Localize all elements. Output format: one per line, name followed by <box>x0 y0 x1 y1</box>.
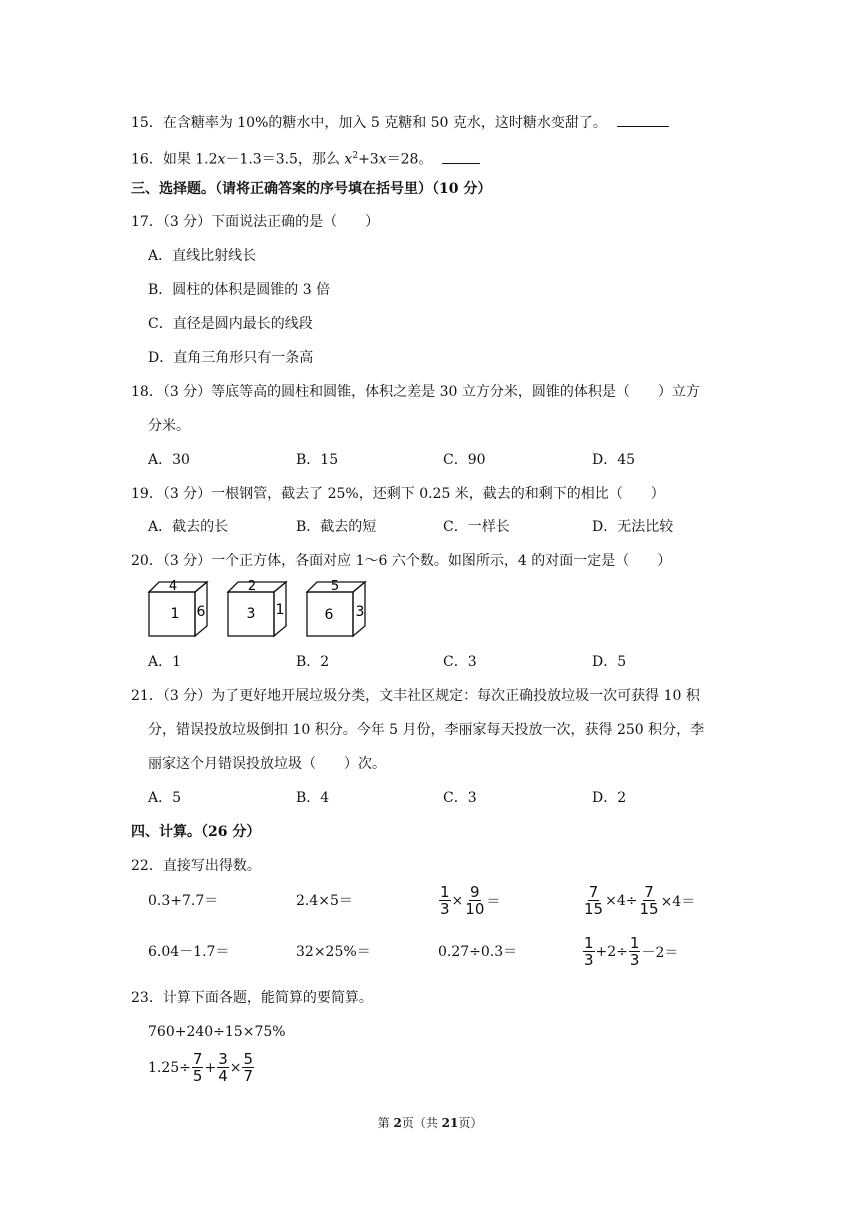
option-18-a[interactable]: A．30 <box>148 452 190 468</box>
cube-1-top: 4 <box>168 579 178 594</box>
operator: + <box>204 1059 217 1076</box>
equals: ＝ <box>486 893 501 910</box>
var-x: x <box>217 151 226 168</box>
option-17-b[interactable]: B．圆柱的体积是圆锥的 3 倍 <box>148 282 331 298</box>
calc-22-5: 6.04－1.7＝ <box>148 944 230 960</box>
var-x: x <box>344 151 353 168</box>
question-21-stem-line3: 丽家这个月错误投放垃圾（ ）次。 <box>148 756 386 772</box>
option-21-a[interactable]: A．5 <box>148 790 182 806</box>
question-21-stem-line1: 21．（3 分）为了更好地开展垃圾分类，文丰社区规定：每次正确投放垃圾一次可获得 10 积 <box>131 688 700 704</box>
option-21-c[interactable]: C．3 <box>443 790 477 806</box>
option-18-d[interactable]: D．45 <box>592 452 636 468</box>
option-17-d[interactable]: D．直角三角形只有一条高 <box>148 350 314 366</box>
option-20-a[interactable]: A．1 <box>148 654 182 670</box>
calc-22-2: 2.4×5＝ <box>296 893 353 909</box>
question-17-stem: 17．（3 分）下面说法正确的是（ ） <box>131 214 380 230</box>
question-16-mid: －1.3＝3.5，那么 <box>225 151 345 168</box>
cube-3-top: 5 <box>330 579 340 594</box>
page-number: 2 <box>393 1116 402 1130</box>
question-19-stem: 19．（3 分）一根钢管，截去了 25%，还剩下 0.25 米，截去的和剩下的相比（ ） <box>131 486 665 502</box>
answer-blank-16[interactable] <box>442 149 480 164</box>
page-footer: 第 2页（共 21页） <box>377 1116 483 1130</box>
option-19-c[interactable]: C．一样长 <box>443 519 510 535</box>
exponent: 2 <box>352 151 359 161</box>
question-21-stem-line2: 分，错误投放垃圾倒扣 10 积分。今年 5 月份，李丽家每天投放一次，获得 250 积分，李 <box>148 722 705 738</box>
calc-23-1: 760+240÷15×75% <box>148 1024 286 1040</box>
question-18-stem-line2: 分米。 <box>148 418 190 434</box>
option-18-b[interactable]: B．15 <box>296 452 339 468</box>
cubes-figure <box>147 578 377 642</box>
cube-3-side: 3 <box>355 604 365 620</box>
answer-blank-15[interactable] <box>617 112 669 127</box>
operator: －2＝ <box>641 944 679 961</box>
operator: × <box>229 1059 242 1076</box>
calc-22-3 <box>438 884 500 917</box>
total-pages: 21 <box>441 1116 459 1130</box>
operator: 1.25÷ <box>148 1059 191 1076</box>
calc-22-7: 0.27÷0.3＝ <box>438 944 518 960</box>
option-18-c[interactable]: C．90 <box>443 452 486 468</box>
operator: ×4＝ <box>660 893 696 910</box>
cube-3-front: 6 <box>324 607 334 623</box>
calc-22-1: 0.3+7.7＝ <box>148 893 219 909</box>
question-15-text: 15．在含糖率为 10%的糖水中，加入 5 克糖和 50 克水，这时糖水变甜了。 <box>131 115 607 131</box>
option-21-b[interactable]: B．4 <box>296 790 330 806</box>
cube-2-side: 1 <box>275 602 285 618</box>
option-17-a[interactable]: A．直线比射线长 <box>148 248 257 264</box>
option-20-b[interactable]: B．2 <box>296 654 330 670</box>
question-20-stem: 20．（3 分）一个正方体，各面对应 1～6 六个数。如图所示，4 的对面一定是（ ） <box>131 553 672 569</box>
fraction: $\frac{3}{4}$ <box>218 1050 228 1085</box>
question-16-tail: ＝28。 <box>386 151 433 168</box>
section-3-title: 三、选择题。（请将正确答案的序号填在括号里）（10 分） <box>131 181 492 197</box>
section-4-title: 四、计算。（26 分） <box>131 824 261 840</box>
option-17-c[interactable]: C．直径是圆内最长的线段 <box>148 316 313 332</box>
fraction: $\frac{5}{7}$ <box>243 1050 254 1085</box>
calc-22-4 <box>582 884 695 917</box>
option-21-d[interactable]: D．2 <box>592 790 627 806</box>
operator: ×4÷ <box>605 892 638 909</box>
cube-1-front: 1 <box>170 606 180 622</box>
fraction: $\frac{1}{3}$ <box>584 934 594 969</box>
fraction: $\frac{7}{15}$ <box>639 883 659 918</box>
var-x: x <box>378 151 387 168</box>
option-20-d[interactable]: D．5 <box>592 654 627 670</box>
question-23-stem: 23．计算下面各题，能简算的要简算。 <box>131 990 373 1006</box>
cube-2-top: 2 <box>247 579 257 594</box>
calc-23-2 <box>148 1051 255 1084</box>
fraction: $\frac{9}{10}$ <box>465 883 485 918</box>
question-22-stem: 22．直接写出得数。 <box>131 858 261 874</box>
fraction: $\frac{1}{3}$ <box>440 883 450 918</box>
question-16 <box>131 146 480 170</box>
fraction: $\frac{7}{15}$ <box>584 883 604 918</box>
operator: +2÷ <box>595 943 628 960</box>
option-19-b[interactable]: B．截去的短 <box>296 519 377 535</box>
cube-2-front: 3 <box>246 606 256 622</box>
operator: × <box>451 892 464 909</box>
cube-1-side: 6 <box>196 604 206 620</box>
option-19-a[interactable]: A．截去的长 <box>148 519 229 535</box>
option-20-c[interactable]: C．3 <box>443 654 477 670</box>
question-15 <box>131 112 669 133</box>
question-16-plus: +3 <box>358 151 379 168</box>
calc-22-8 <box>582 935 678 968</box>
fraction: $\frac{7}{5}$ <box>192 1050 203 1085</box>
question-18-stem-line1: 18．（3 分）等底等高的圆柱和圆锥，体积之差是 30 立方分米，圆锥的体积是（ ）立方 <box>131 384 700 400</box>
question-16-prefix: 16．如果 1.2 <box>131 151 218 168</box>
fraction: $\frac{1}{3}$ <box>629 934 640 969</box>
option-19-d[interactable]: D．无法比较 <box>592 519 674 535</box>
calc-22-6: 32×25%＝ <box>296 944 371 960</box>
